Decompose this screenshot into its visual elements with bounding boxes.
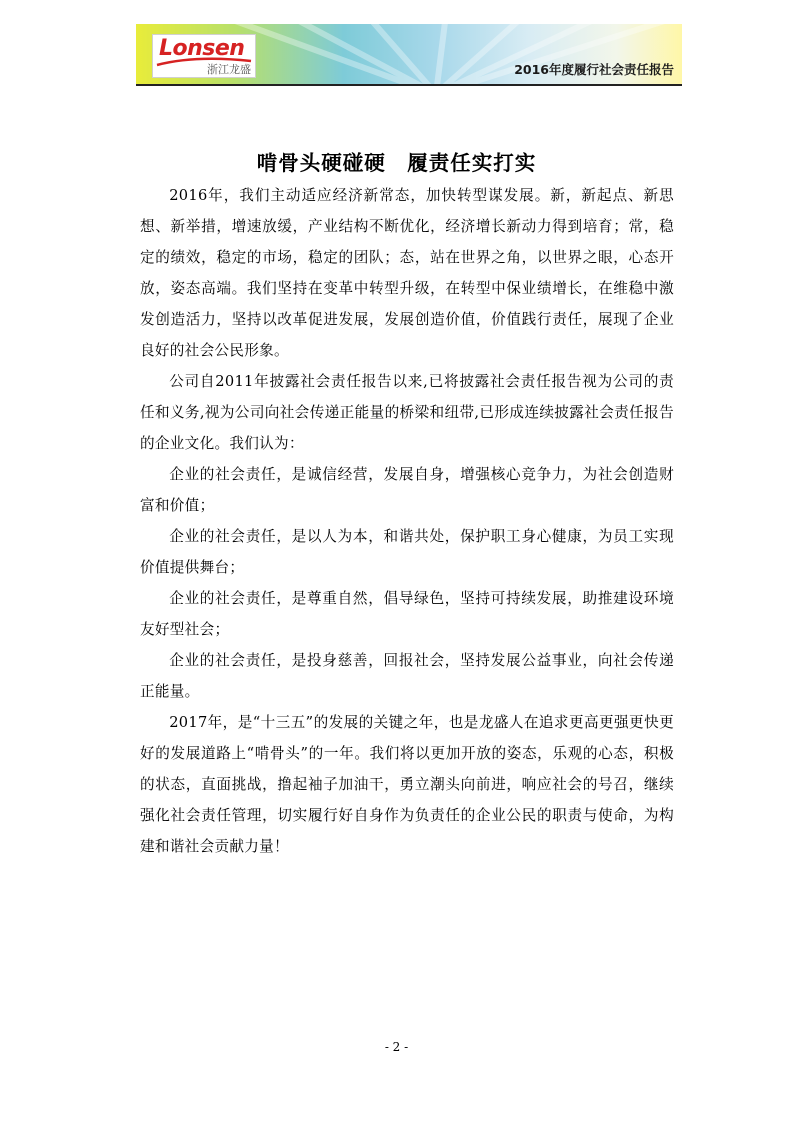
paragraph: 企业的社会责任，是尊重自然，倡导绿色，坚持可持续发展，助推建设环境友好型社会； xyxy=(140,590,674,638)
page-number: - 2 - xyxy=(384,1040,409,1054)
paragraph: 2016年，我们主动适应经济新常态，加快转型谋发展。新，新起点、新思想、新举措，增速放缓，产业结构不断优化，经济增长新动力得到培育；常，稳定的绩效，稳定的市场，稳定的团队；态，站在世界之角，以世界之眼，心态开放，姿态高端。我们坚持在变革中转型升级，在转型中保业绩增长，在维稳中激发创造活力，坚持以改革促进发展，发展创造价值，价值践行责任，展现了企业良好的社会公民形象。 xyxy=(140,187,674,359)
paragraph: 企业的社会责任，是以人为本，和谐共处，保护职工身心健康，为员工实现价值提供舞台； xyxy=(140,528,674,576)
report-title: 2016年度履行社会责任报告 xyxy=(514,62,674,77)
logo-subtitle: 浙江龙盛 xyxy=(207,63,251,76)
logo-brand-text: Lonsen xyxy=(159,36,245,61)
page-header-banner xyxy=(136,24,682,84)
paragraph: 企业的社会责任，是诚信经营，发展自身，增强核心竞争力，为社会创造财富和价值； xyxy=(140,466,674,514)
logo-panel xyxy=(152,34,256,78)
page-title: 啃骨头硬碰硬 履责任实打实 xyxy=(256,151,537,175)
paragraph: 公司自2011年披露社会责任报告以来,已将披露社会责任报告视为公司的责任和义务,视为公司向社会传递正能量的桥梁和纽带,已形成连续披露社会责任报告的企业文化。我们认为： xyxy=(140,373,674,452)
company-logo xyxy=(152,34,392,78)
body-text xyxy=(140,180,674,862)
header-divider xyxy=(136,84,682,86)
paragraph: 2017年，是“十三五”的发展的关键之年，也是龙盛人在追求更高更强更快更好的发展道路上“啃骨头”的一年。我们将以更加开放的姿态，乐观的心态，积极的状态，直面挑战，撸起袖子加油干，勇立潮头向前进，响应社会的号召，继续强化社会责任管理，切实履行好自身作为负责任的企业公民的职责与使命，为构建和谐社会贡献力量！ xyxy=(140,714,674,855)
paragraph: 企业的社会责任，是投身慈善，回报社会，坚持发展公益事业，向社会传递正能量。 xyxy=(140,652,674,700)
